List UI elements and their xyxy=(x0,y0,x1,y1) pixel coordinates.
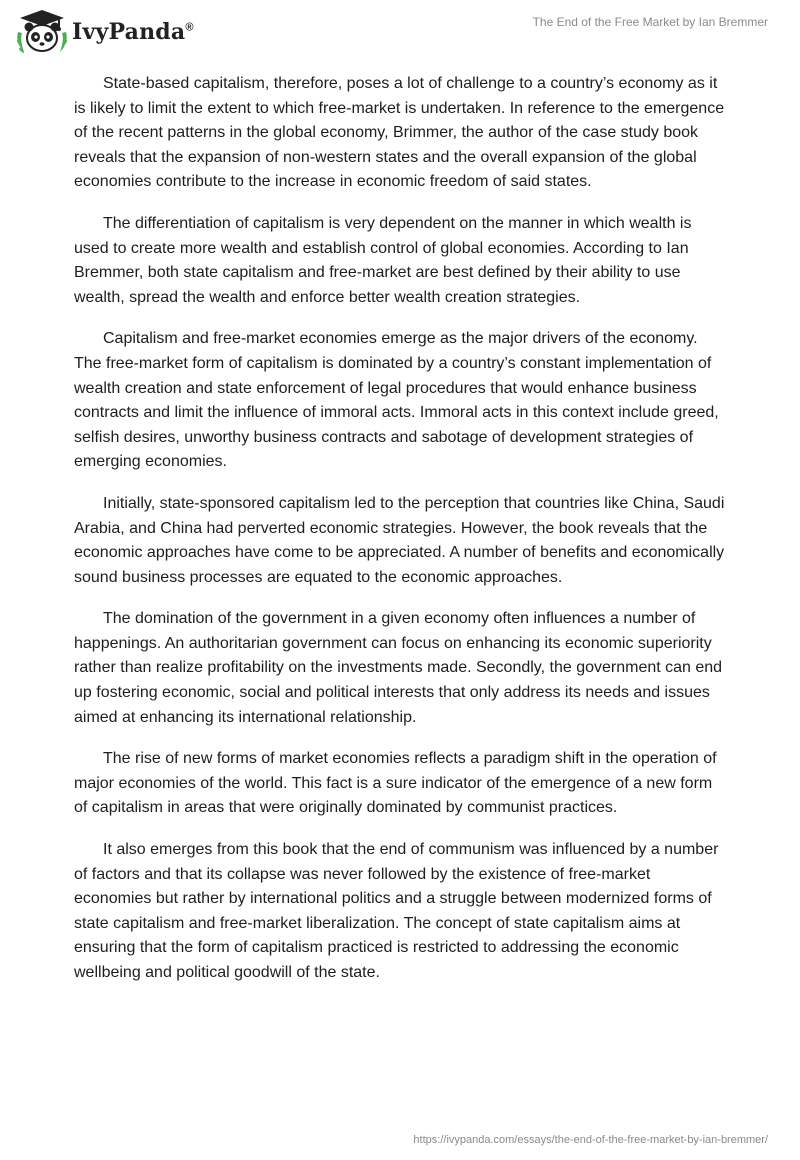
source-url[interactable]: https://ivypanda.com/essays/the-end-of-the-free-market-by-ian-bremmer/ xyxy=(413,1134,768,1146)
registered-mark: ® xyxy=(185,21,194,34)
paragraph: Initially, state-sponsored capitalism led to the perception that countries like China, Saudi Arabia, and China had perverted economic strategies. However, the book reveals that the economic approaches have come to be appreciated. A number of benefits and economically sound business processes are equated to the economic approaches. xyxy=(74,494,725,586)
brand-name-text: IvyPanda xyxy=(72,19,186,45)
paragraph: It also emerges from this book that the end of communism was influenced by a number of factors and that its collapse was never followed by the existence of free-market economies but rather by international politics and a struggle between modernized forms of state capitalism and free-market liberalization. The concept of state capitalism aims at ensuring that the form of capitalism practiced is restricted to addressing the economic wellbeing and political goodwill of the state. xyxy=(74,841,719,981)
paragraph: Capitalism and free-market economies emerge as the major drivers of the economy. The free-market form of capitalism is dominated by a country’s constant implementation of wealth creation and state enforcement of legal procedures that would enhance business contracts and limit the influence of immoral acts. Immoral acts in this context include greed, selfish desires, unworthy business contracts and sabotage of development strategies of emerging economies. xyxy=(74,330,719,471)
ivypanda-logo[interactable] xyxy=(14,8,194,56)
essay-body xyxy=(74,72,728,1003)
paragraph: State-based capitalism, therefore, poses a lot of challenge to a country’s economy as it is likely to limit the extent to which free-market is undertaken. In reference to the emergence of the recent patterns in the global economy, Brimmer, the author of the case study book reveals that the expansion of non-western states and the overall expansion of the global economies contribute to the increase in economic freedom of said states. xyxy=(74,75,725,191)
document-title: The End of the Free Market by Ian Bremmer xyxy=(532,15,768,29)
paragraph: The differentiation of capitalism is very dependent on the manner in which wealth is used to create more wealth and establish control of global economies. According to Ian Bremmer, both state capitalism and free-market are best defined by their ability to use wealth, spread the wealth and enforce better wealth creation strategies. xyxy=(74,214,692,306)
brand-name xyxy=(72,19,194,45)
page-header xyxy=(0,0,800,70)
paragraph: The domination of the government in a given economy often influences a number of happenings. An authoritarian government can focus on enhancing its economic superiority rather than realize profitability on the investments made. Secondly, the government can end up fostering economic, social and political interests that only address its needs and issues aimed at enhancing its international relationship. xyxy=(74,610,723,726)
panda-graduation-cap-icon xyxy=(14,8,70,56)
paragraph: The rise of new forms of market economies reflects a paradigm shift in the operation of major economies of the world. This fact is a sure indicator of the emergence of a new form of capitalism in areas that were originally dominated by communist practices. xyxy=(74,750,717,817)
